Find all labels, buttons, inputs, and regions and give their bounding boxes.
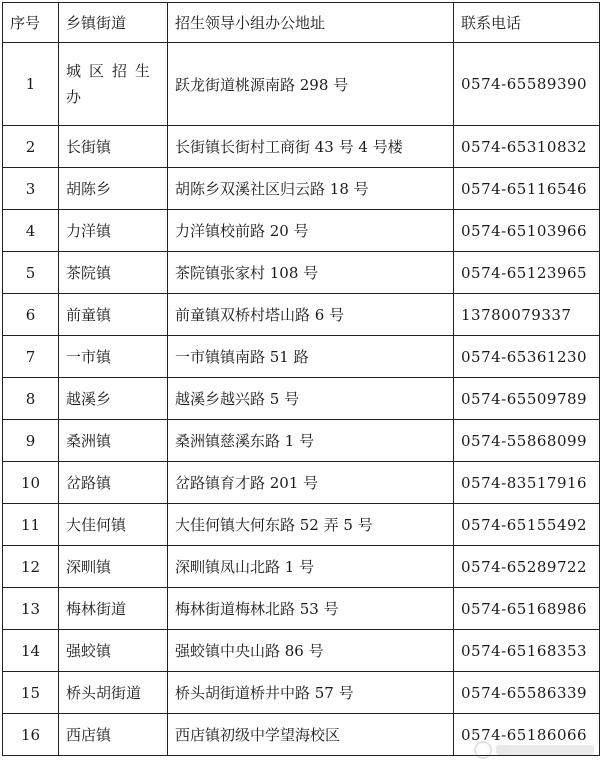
cell-town: 一市镇	[59, 336, 168, 378]
cell-seq: 1	[3, 43, 59, 126]
header-row	[3, 3, 600, 43]
cell-seq: 14	[3, 630, 59, 672]
cell-address: 岔路镇育才路 201 号	[168, 462, 454, 504]
cell-address: 梅林街道梅林北路 53 号	[168, 588, 454, 630]
watermark-icon	[474, 741, 492, 759]
cell-town: 胡陈乡	[59, 168, 168, 210]
cell-town: 强蛟镇	[59, 630, 168, 672]
cell-town: 桥头胡街道	[59, 672, 168, 714]
cell-phone: 0574-65116546	[454, 168, 600, 210]
cell-town: 长街镇	[59, 126, 168, 168]
cell-town: 梅林街道	[59, 588, 168, 630]
cell-seq: 12	[3, 546, 59, 588]
cell-town: 茶院镇	[59, 252, 168, 294]
cell-address: 强蛟镇中央山路 86 号	[168, 630, 454, 672]
table-row	[3, 462, 600, 504]
cell-address: 跃龙街道桃源南路 298 号	[168, 43, 454, 126]
table-header	[3, 3, 600, 43]
cell-phone: 0574-65361230	[454, 336, 600, 378]
table-row	[3, 168, 600, 210]
cell-seq: 11	[3, 504, 59, 546]
table-row	[3, 420, 600, 462]
header-phone: 联系电话	[454, 3, 600, 43]
cell-seq: 16	[3, 714, 59, 756]
table-row	[3, 43, 600, 126]
cell-phone: 0574-65310832	[454, 126, 600, 168]
table-row	[3, 294, 600, 336]
cell-seq: 2	[3, 126, 59, 168]
cell-phone: 0574-65186066	[454, 714, 600, 756]
cell-seq: 4	[3, 210, 59, 252]
cell-seq: 15	[3, 672, 59, 714]
cell-address: 越溪乡越兴路 5 号	[168, 378, 454, 420]
table-row	[3, 378, 600, 420]
cell-phone: 0574-65586339	[454, 672, 600, 714]
table-row	[3, 504, 600, 546]
cell-phone: 0574-65168986	[454, 588, 600, 630]
table-row	[3, 672, 600, 714]
cell-town: 大佳何镇	[59, 504, 168, 546]
cell-address: 西店镇初级中学望海校区	[168, 714, 454, 756]
cell-address: 深甽镇凤山北路 1 号	[168, 546, 454, 588]
cell-town: 西店镇	[59, 714, 168, 756]
cell-address: 一市镇镇南路 51 路	[168, 336, 454, 378]
table-row	[3, 252, 600, 294]
cell-address: 桥头胡街道桥井中路 57 号	[168, 672, 454, 714]
cell-seq: 7	[3, 336, 59, 378]
table-row	[3, 210, 600, 252]
watermark-text-blur	[496, 745, 594, 755]
cell-phone: 0574-83517916	[454, 462, 600, 504]
cell-town: 深甽镇	[59, 546, 168, 588]
cell-town: 城区招生办	[59, 43, 168, 126]
cell-town: 岔路镇	[59, 462, 168, 504]
table-row	[3, 126, 600, 168]
cell-phone: 0574-65509789	[454, 378, 600, 420]
cell-seq: 5	[3, 252, 59, 294]
cell-seq: 10	[3, 462, 59, 504]
table-row	[3, 336, 600, 378]
cell-town: 力洋镇	[59, 210, 168, 252]
header-seq: 序号	[3, 3, 59, 43]
contact-table	[2, 2, 600, 756]
table-row	[3, 630, 600, 672]
cell-phone: 0574-65168353	[454, 630, 600, 672]
cell-phone: 0574-65589390	[454, 43, 600, 126]
header-address: 招生领导小组办公地址	[168, 3, 454, 43]
table-row	[3, 588, 600, 630]
cell-address: 大佳何镇大何东路 52 弄 5 号	[168, 504, 454, 546]
cell-address: 力洋镇校前路 20 号	[168, 210, 454, 252]
cell-seq: 3	[3, 168, 59, 210]
cell-address: 长街镇长街村工商街 43 号 4 号楼	[168, 126, 454, 168]
cell-seq: 9	[3, 420, 59, 462]
cell-address: 桑洲镇慈溪东路 1 号	[168, 420, 454, 462]
table-body	[3, 43, 600, 756]
cell-phone: 0574-55868099	[454, 420, 600, 462]
cell-address: 胡陈乡双溪社区归云路 18 号	[168, 168, 454, 210]
cell-seq: 8	[3, 378, 59, 420]
cell-seq: 13	[3, 588, 59, 630]
cell-phone: 0574-65103966	[454, 210, 600, 252]
cell-address: 前童镇双桥村塔山路 6 号	[168, 294, 454, 336]
table-row	[3, 546, 600, 588]
cell-phone: 0574-65155492	[454, 504, 600, 546]
cell-town: 越溪乡	[59, 378, 168, 420]
cell-phone: 0574-65123965	[454, 252, 600, 294]
cell-phone: 0574-65289722	[454, 546, 600, 588]
cell-town: 桑洲镇	[59, 420, 168, 462]
cell-phone: 13780079337	[454, 294, 600, 336]
cell-address: 茶院镇张家村 108 号	[168, 252, 454, 294]
watermark-logo	[474, 739, 594, 761]
cell-seq: 6	[3, 294, 59, 336]
cell-town: 前童镇	[59, 294, 168, 336]
header-town: 乡镇街道	[59, 3, 168, 43]
